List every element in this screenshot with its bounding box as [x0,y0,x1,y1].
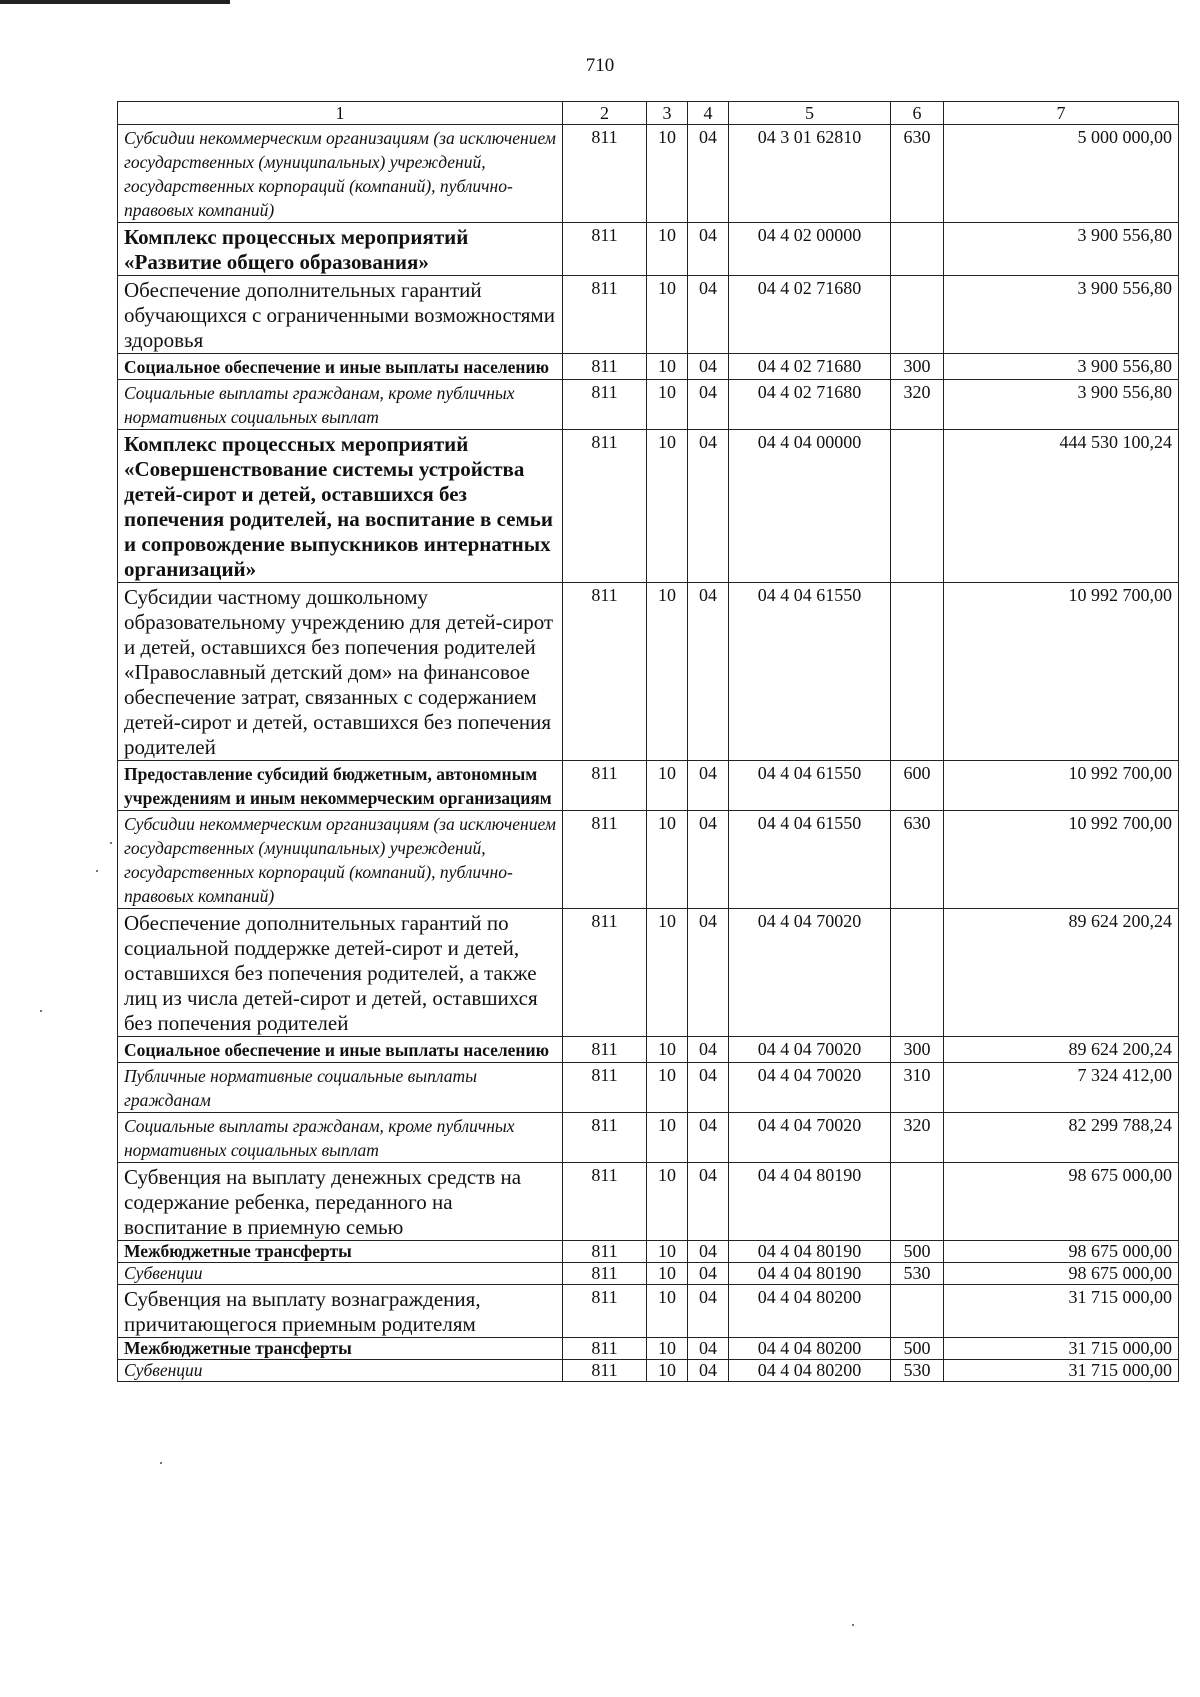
row-code-3: 10 [647,354,688,380]
table-row [118,1241,1179,1263]
row-code-5: 04 4 04 80200 [729,1285,891,1338]
row-code-6: 530 [891,1360,944,1382]
row-name: Субвенция на выплату вознаграждения, причитающегося приемным родителям [118,1285,563,1338]
row-code-2: 811 [563,223,647,276]
row-code-4: 04 [688,1037,729,1063]
row-code-3: 10 [647,909,688,1037]
column-header: 5 [729,102,891,125]
row-code-5: 04 4 04 70020 [729,1113,891,1163]
row-code-3: 10 [647,223,688,276]
row-code-6 [891,909,944,1037]
row-code-4: 04 [688,1360,729,1382]
row-code-5: 04 4 02 71680 [729,380,891,430]
table-row [118,761,1179,811]
scan-speck [852,1624,854,1626]
row-code-2: 811 [563,909,647,1037]
table-row [118,1263,1179,1285]
row-code-6: 500 [891,1338,944,1360]
row-amount: 98 675 000,00 [944,1263,1179,1285]
row-code-3: 10 [647,1285,688,1338]
row-code-3: 10 [647,761,688,811]
row-amount: 82 299 788,24 [944,1113,1179,1163]
row-code-2: 811 [563,811,647,909]
column-header: 1 [118,102,563,125]
row-code-6: 630 [891,125,944,223]
row-code-4: 04 [688,276,729,354]
row-code-4: 04 [688,1163,729,1241]
table-row [118,223,1179,276]
table-row [118,811,1179,909]
row-name: Комплекс процессных мероприятий «Совершенствование системы устройства детей-сирот и детей, оставшихся без попечения родителей, на воспитание в семьи и сопровождение выпускников интернатных организаций» [118,430,563,583]
column-header: 4 [688,102,729,125]
row-code-6: 630 [891,811,944,909]
row-code-5: 04 4 04 80190 [729,1163,891,1241]
table-row [118,583,1179,761]
row-amount: 89 624 200,24 [944,909,1179,1037]
row-code-3: 10 [647,1263,688,1285]
column-header: 7 [944,102,1179,125]
row-code-4: 04 [688,1263,729,1285]
row-code-6: 310 [891,1063,944,1113]
table-row [118,125,1179,223]
table-row [118,380,1179,430]
row-code-6: 320 [891,380,944,430]
row-code-6 [891,430,944,583]
row-code-2: 811 [563,583,647,761]
scan-speck [160,1462,162,1464]
row-amount: 10 992 700,00 [944,583,1179,761]
row-code-2: 811 [563,380,647,430]
row-code-4: 04 [688,1338,729,1360]
row-code-5: 04 4 04 61550 [729,583,891,761]
row-code-6 [891,1285,944,1338]
table-row [118,1113,1179,1163]
row-name: Социальные выплаты гражданам, кроме публичных нормативных социальных выплат [118,380,563,430]
row-code-2: 811 [563,1163,647,1241]
row-code-2: 811 [563,276,647,354]
row-amount: 98 675 000,00 [944,1163,1179,1241]
row-name: Социальные выплаты гражданам, кроме публичных нормативных социальных выплат [118,1113,563,1163]
row-code-4: 04 [688,909,729,1037]
row-code-6 [891,223,944,276]
row-name: Комплекс процессных мероприятий «Развитие общего образования» [118,223,563,276]
row-code-3: 10 [647,125,688,223]
table-row [118,354,1179,380]
row-amount: 31 715 000,00 [944,1285,1179,1338]
row-code-6: 500 [891,1241,944,1263]
row-name: Публичные нормативные социальные выплаты гражданам [118,1063,563,1113]
row-code-3: 10 [647,380,688,430]
row-code-5: 04 4 04 80190 [729,1263,891,1285]
row-name: Социальное обеспечение и иные выплаты населению [118,354,563,380]
row-code-6: 530 [891,1263,944,1285]
row-code-5: 04 4 04 70020 [729,909,891,1037]
row-name: Субсидии некоммерческим организациям (за исключением государственных (муниципальных) учреждений, государственных корпораций (компаний), публично-правовых компаний) [118,125,563,223]
row-code-6: 320 [891,1113,944,1163]
scan-speck [40,1010,42,1012]
row-code-6 [891,1163,944,1241]
table-row [118,1063,1179,1113]
row-amount: 3 900 556,80 [944,276,1179,354]
row-code-2: 811 [563,1037,647,1063]
row-code-5: 04 4 04 00000 [729,430,891,583]
table-row [118,1037,1179,1063]
row-code-2: 811 [563,761,647,811]
column-header: 6 [891,102,944,125]
table-row [118,1163,1179,1241]
row-code-3: 10 [647,1360,688,1382]
row-code-6: 600 [891,761,944,811]
row-name: Социальное обеспечение и иные выплаты населению [118,1037,563,1063]
budget-table [117,101,1179,1382]
row-code-4: 04 [688,125,729,223]
row-amount: 98 675 000,00 [944,1241,1179,1263]
table-row [118,909,1179,1037]
row-code-4: 04 [688,1241,729,1263]
row-code-5: 04 4 04 80200 [729,1338,891,1360]
row-amount: 444 530 100,24 [944,430,1179,583]
row-code-5: 04 4 02 71680 [729,354,891,380]
row-code-5: 04 4 02 71680 [729,276,891,354]
row-code-6 [891,276,944,354]
row-amount: 10 992 700,00 [944,811,1179,909]
row-amount: 10 992 700,00 [944,761,1179,811]
row-name: Предоставление субсидий бюджетным, автономным учреждениям и иным некоммерческим организациям [118,761,563,811]
row-code-2: 811 [563,1063,647,1113]
row-amount: 31 715 000,00 [944,1338,1179,1360]
row-code-5: 04 4 02 00000 [729,223,891,276]
row-amount: 5 000 000,00 [944,125,1179,223]
row-name: Субвенция на выплату денежных средств на содержание ребенка, переданного на воспитание в приемную семью [118,1163,563,1241]
row-code-3: 10 [647,811,688,909]
row-name: Субвенции [118,1263,563,1285]
table-row [118,1285,1179,1338]
row-name: Субсидии некоммерческим организациям (за исключением государственных (муниципальных) учреждений, государственных корпораций (компаний), публично-правовых компаний) [118,811,563,909]
row-code-6 [891,583,944,761]
row-amount: 89 624 200,24 [944,1037,1179,1063]
row-name: Субсидии частному дошкольному образовательному учреждению для детей-сирот и детей, оставшихся без попечения родителей «Православный детский дом» на финансовое обеспечение затрат, связанных с содержанием детей-сирот и детей, оставшихся без попечения родителей [118,583,563,761]
row-code-3: 10 [647,583,688,761]
page-number: 710 [585,55,615,76]
row-code-2: 811 [563,1241,647,1263]
row-code-5: 04 3 01 62810 [729,125,891,223]
row-code-2: 811 [563,430,647,583]
row-code-4: 04 [688,583,729,761]
row-code-3: 10 [647,1113,688,1163]
row-code-2: 811 [563,1263,647,1285]
table-row [118,1338,1179,1360]
row-code-4: 04 [688,1113,729,1163]
row-code-4: 04 [688,430,729,583]
row-code-5: 04 4 04 61550 [729,761,891,811]
row-code-3: 10 [647,1063,688,1113]
row-code-4: 04 [688,1063,729,1113]
row-code-2: 811 [563,125,647,223]
row-amount: 3 900 556,80 [944,354,1179,380]
row-code-4: 04 [688,1285,729,1338]
column-header: 3 [647,102,688,125]
row-code-4: 04 [688,761,729,811]
row-code-2: 811 [563,1338,647,1360]
row-name: Обеспечение дополнительных гарантий обучающихся с ограниченными возможностями здоровья [118,276,563,354]
row-amount: 3 900 556,80 [944,380,1179,430]
row-code-3: 10 [647,430,688,583]
row-code-2: 811 [563,354,647,380]
row-code-3: 10 [647,1163,688,1241]
column-header: 2 [563,102,647,125]
row-name: Межбюджетные трансферты [118,1241,563,1263]
row-code-5: 04 4 04 80190 [729,1241,891,1263]
row-code-2: 811 [563,1285,647,1338]
row-code-5: 04 4 04 70020 [729,1037,891,1063]
row-amount: 31 715 000,00 [944,1360,1179,1382]
table-row [118,430,1179,583]
row-amount: 7 324 412,00 [944,1063,1179,1113]
row-code-2: 811 [563,1113,647,1163]
row-code-5: 04 4 04 80200 [729,1360,891,1382]
row-amount: 3 900 556,80 [944,223,1179,276]
row-code-3: 10 [647,276,688,354]
row-code-3: 10 [647,1338,688,1360]
scan-speck [96,870,98,872]
row-code-4: 04 [688,811,729,909]
row-code-4: 04 [688,354,729,380]
header-row [118,102,1179,125]
row-code-5: 04 4 04 61550 [729,811,891,909]
table-row [118,276,1179,354]
row-code-3: 10 [647,1241,688,1263]
row-code-2: 811 [563,1360,647,1382]
table-row [118,1360,1179,1382]
row-code-6: 300 [891,1037,944,1063]
row-name: Межбюджетные трансферты [118,1338,563,1360]
row-code-6: 300 [891,354,944,380]
row-code-4: 04 [688,223,729,276]
top-rule [0,0,230,4]
row-code-4: 04 [688,380,729,430]
scan-speck [110,842,112,844]
row-code-5: 04 4 04 70020 [729,1063,891,1113]
row-name: Обеспечение дополнительных гарантий по социальной поддержке детей-сирот и детей, оставшихся без попечения родителей, а также лиц из числа детей-сирот и детей, оставшихся без попечения родителей [118,909,563,1037]
row-name: Субвенции [118,1360,563,1382]
row-code-3: 10 [647,1037,688,1063]
